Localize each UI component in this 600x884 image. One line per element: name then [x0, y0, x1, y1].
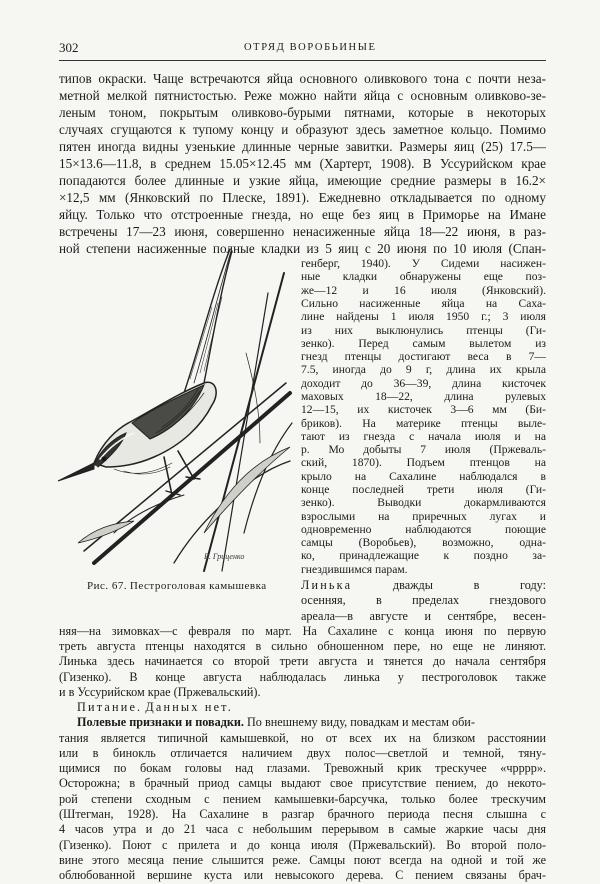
text-line: р. Мо добыты 7 июля (Пржеваль- — [301, 443, 546, 457]
molt-lead-line — [301, 578, 546, 593]
text-line: бриков). На материке птенцы выле- — [301, 416, 546, 430]
text-line: 12—15, их кисточек 3—6 мм (Би- — [301, 403, 546, 417]
caption-prefix: Рис. 67. — [87, 580, 128, 592]
text-line: тания является типичной камышевкой, но от всех их на близком расстоянии — [59, 730, 546, 745]
text-line: попадаются более длинные и узкие яйца, имеющие средние размеры в 16.2× — [59, 173, 546, 188]
text-line: облюбованной вершине куста или невысокого дерева. С пением связаны брач- — [59, 868, 546, 882]
feeding-text: Данных нет. — [145, 700, 234, 715]
text-line: ×12,5 мм (Янковский по Плеске, 1891). Ежедневно откладывается по одному — [59, 190, 546, 205]
text-line: 4 часов утра и до 21 часа с небольшим перерывом в самые жаркие часы дня — [59, 822, 546, 837]
caption-text: Пестроголовая камышевка — [129, 580, 267, 592]
text-line: (Гизенко). Поют с прилета и до конца июля (Пржевальский). Во второй поло- — [59, 837, 546, 852]
text-line: ко, принадлежащие к поздно за- — [301, 549, 546, 563]
feeding-line — [77, 700, 546, 715]
text-line: тают из гнезда с начала июля и на — [301, 429, 546, 443]
text-line: няя—на зимовках—с февраля по март. На Сахалине с конца июня по первую — [59, 623, 546, 638]
text-line: ные кладки обнаружены еще поз- — [301, 270, 546, 284]
text-line: ский, 1870). Подъем птенцов на — [301, 456, 546, 470]
sedge-warbler-illustration — [54, 233, 298, 573]
text-line: зенко). Перед самым вылетом из — [301, 336, 546, 350]
text-line: же—12 и 16 июля (Янковский). — [301, 283, 546, 297]
text-line: маховых 18—22, длина рулевых — [301, 389, 546, 403]
text-line: метной мелкой пятнистостью. Реже можно найти яйца с основным оливково-зе- — [59, 88, 546, 103]
text-line: осенняя, в пределах гнездового — [301, 593, 546, 608]
running-title: ОТРЯД ВОРОБЬИНЫЕ — [244, 42, 377, 53]
text-line: (Штегман, 1928). На Сахалине в разгар брачного периода песня слышна с — [59, 806, 546, 821]
text-line: конце последней трети июля (Ги- — [301, 483, 546, 496]
text-line: крыло на Сахалине наблюдался в — [301, 469, 546, 483]
molt-lead: дважды в году: — [392, 578, 546, 592]
text-line: самцы (Воробьев), возможно, одна- — [301, 536, 546, 550]
text-line: генберг, 1940). У Сидеми насижен- — [301, 257, 546, 270]
text-line: гнездившимся парам. — [301, 562, 408, 576]
text-line: типов окраски. Чаще встречаются яйца основного оливкового тона с почти неза- — [59, 71, 546, 86]
field-signs-heading: Полевые признаки и повадки. — [77, 715, 244, 730]
field-signs-lead-line — [77, 715, 546, 730]
text-line: встречены 17—23 июня, совершенно ненасиженные яйца 18—22 июня, в раз- — [59, 224, 546, 239]
text-line: Сильно насиженные яйца на Саха- — [301, 296, 546, 310]
text-line: взрослыми на приречных лугах и — [301, 509, 546, 523]
text-line: из них выклюнулись птенцы (Ги- — [301, 323, 546, 337]
text-line: Осторожна; в брачный приод самцы выдают свое присутствие пением, до некото- — [59, 776, 546, 791]
page-number: 302 — [59, 40, 79, 55]
page-header — [59, 40, 546, 58]
header-rule — [59, 60, 546, 61]
molt-heading: Линька — [301, 578, 353, 592]
text-line: треть августа птенцы находятся в сильно обношенном пере, но еще не линяют. — [59, 639, 546, 654]
text-line: рой степени сходным с пением камышевки-барсучка, только более трескучим — [59, 791, 546, 806]
text-line: щимися по бокам головы над глазами. Тревожный крик трескучее «чрррр». — [59, 761, 546, 776]
text-line: одновременно наблюдаются поющие — [301, 522, 546, 536]
text-line: зенко). Выводки докармливаются — [301, 496, 546, 510]
text-line: 15×13.6—11.8, в среднем 15.05×12.45 мм (Хартерт, 1908). В Уссурийском крае — [59, 156, 546, 171]
text-line: ареала—в августе и сентябре, весен- — [301, 608, 546, 623]
text-line: леным тоном, покрытым оливково-бурыми пятнами, которые в некоторых — [59, 105, 546, 120]
text-line: гнезд птенцы достигают веса в 7— — [301, 350, 546, 364]
text-line: случаях сгущаются к тупому концу и образуют здесь заметное кольцо. Помимо — [59, 122, 546, 137]
text-line: пятен иногда видны узенькие длинные черные завитки. Размеры яиц (25) 17.5— — [59, 139, 546, 154]
text-line: (Гизенко). В конце августа наблюдалась линька у пестроголовок также — [59, 669, 546, 684]
text-line: лине найдены 1 июля 1950 г.; 3 июля — [301, 310, 546, 324]
text-line: и в Уссурийском крае (Пржевальский). — [59, 684, 261, 699]
text-line: яйцу. Только что отстроенные гнезда, но еще без яиц в Приморье на Имане — [59, 207, 546, 222]
text-line: вине этого месяца пение слышится реже. Самцы поют всегда на одной и той же — [59, 852, 546, 867]
text-line: ной степени насиженные полные кладки из 5 яиц с 20 июня по 10 июля (Спан- — [59, 241, 546, 256]
figure-caption — [87, 580, 267, 592]
feeding-heading: Питание. — [77, 700, 143, 715]
text-line: или в бинокль отличается наличием двух полос—светлой и темной, тяну- — [59, 745, 546, 760]
text-line: Линька здесь начинается со второй трети августа и тянется до начала сентября — [59, 654, 546, 669]
field-signs-lead: По внешнему виду, повадкам и местам оби- — [247, 715, 475, 730]
text-line: доходит до 36—39, длина кисточек — [301, 376, 546, 390]
illustrator-signature: В. Гриценко — [204, 552, 245, 561]
text-line: 7.5, иногда до 9 г, длина их крыла — [301, 363, 546, 377]
